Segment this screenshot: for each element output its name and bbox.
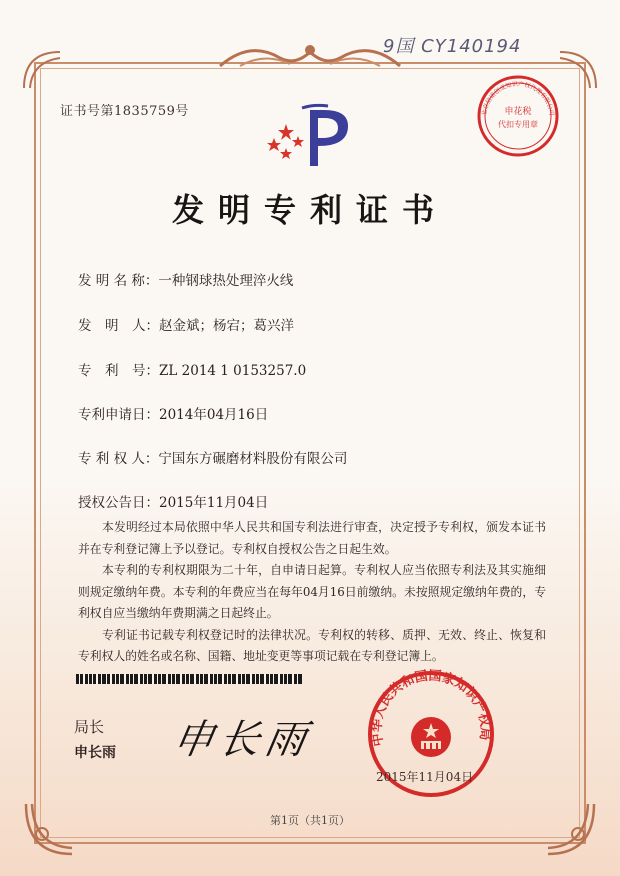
field-label: 发 明 人：	[78, 318, 159, 334]
certificate-body	[78, 517, 546, 668]
handwritten-signature: 申长雨	[169, 717, 316, 763]
field-label: 专 利 权 人：	[78, 451, 159, 467]
field-value: 宁国东方碾磨材料股份有限公司	[158, 451, 348, 467]
field-patent-number	[78, 359, 306, 379]
corner-ornament-tr	[556, 48, 600, 92]
field-grant-date	[78, 491, 268, 511]
svg-text:代扣专用章: 代扣专用章	[498, 120, 538, 129]
barcode	[76, 674, 302, 684]
field-value: 2014年04月16日	[159, 407, 269, 423]
body-paragraph: 本发明经过本局依照中华人民共和国专利法进行审查，决定授予专利权，颁发本证书并在专利登记簿上予以登记。专利权自授权公告之日起生效。	[78, 520, 546, 556]
field-invention-name	[78, 269, 293, 289]
certificate-number: 证书号第1835759号	[60, 104, 189, 119]
svg-text:北京信诺创成知识产权代理有限公司: 北京信诺创成知识产权代理有限公司	[480, 80, 556, 117]
corner-ornament-bl	[20, 800, 76, 860]
top-ornament	[210, 38, 410, 74]
field-label: 专 利 号：	[78, 363, 159, 379]
body-paragraph: 本专利的专利权期限为二十年，自申请日起算。专利权人应当依照专利法及其实施细则规定缴纳年费。本专利的年费应当在每年04月16日前缴纳。未按照规定缴纳年费的，专利权自应当缴纳年费期满之日起终止。	[78, 563, 546, 620]
signatory-role: 局长	[74, 718, 105, 736]
field-value: ZL 2014 1 0153257.0	[159, 363, 307, 379]
field-value: 一种钢球热处理淬火线	[158, 273, 294, 289]
corner-ornament-br	[544, 800, 600, 860]
field-application-date	[78, 403, 268, 423]
signatory-name: 申长雨	[74, 745, 116, 761]
issue-date: 2015年11月04日	[376, 770, 474, 784]
field-inventors	[78, 314, 294, 334]
body-paragraph: 专利证书记载专利权登记时的法律状况。专利权的转移、质押、无效、终止、恢复和专利权人的姓名或名称、国籍、地址变更等事项记载在专利登记簿上。	[78, 627, 546, 663]
field-label: 授权公告日：	[78, 495, 159, 511]
page-title: 发明专利证书	[171, 191, 448, 229]
field-value: 赵金斌；杨宕；葛兴洋	[159, 318, 294, 334]
field-value: 2015年11月04日	[159, 495, 269, 511]
handwritten-note: 9国 CY140194	[383, 36, 522, 57]
svg-text:申花税: 申花税	[504, 107, 532, 117]
field-label: 专利申请日：	[78, 407, 159, 423]
page-number: 第1页（共1页）	[270, 814, 350, 827]
corner-ornament-tl	[20, 48, 64, 92]
patent-office-logo-icon	[258, 102, 356, 174]
agency-seal	[476, 74, 560, 158]
field-label: 发 明 名 称：	[78, 273, 159, 289]
field-patentee	[78, 447, 347, 467]
svg-text:中华人民共和国国家知识产权局: 中华人民共和国国家知识产权局	[369, 669, 493, 748]
